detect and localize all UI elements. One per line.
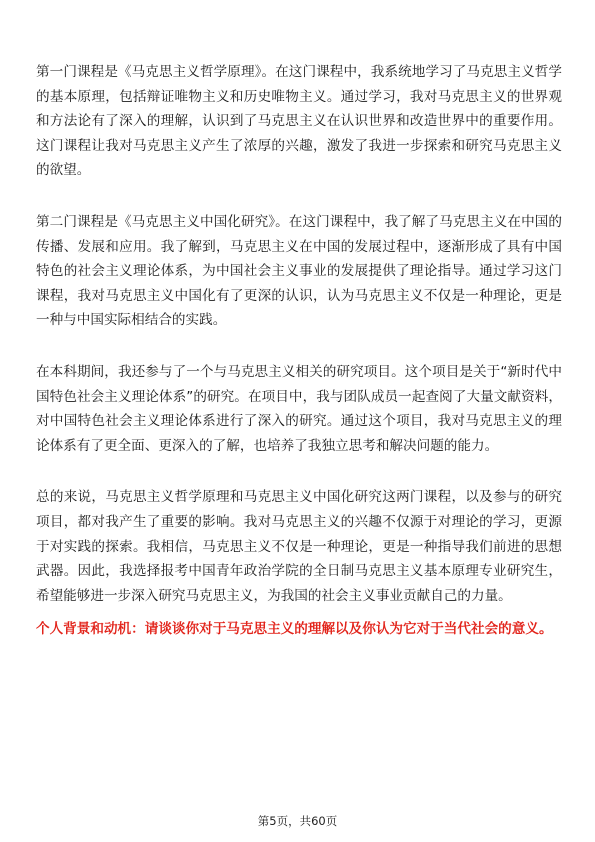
paragraph-summary: 总的来说，马克思主义哲学原理和马克思主义中国化研究这两门课程，以及参与的研究项目，都对我产生了重要的影响。我对马克思主义的兴趣不仅源于对理论的学习，更源于对实践的探索。我相信，马克思主义不仅是一种理论，更是一种指导我们前进的思想武器。因此，我选择报考中国青年政治学院的全日制马克思主义基本原理专业研究生，希望能够进一步深入研究马克思主义，为我国的社会主义事业贡献自己的力量。 <box>36 489 562 604</box>
question-heading: 个人背景和动机：请谈谈你对于马克思主义的理解以及你认为它对于当代社会的意义。 <box>36 621 553 638</box>
document-body <box>36 60 562 640</box>
page-number-footer: 第5页，共60页 <box>257 814 338 828</box>
paragraph-course-one: 第一门课程是《马克思主义哲学原理》。在这门课程中，我系统地学习了马克思主义哲学的基本原理，包括辩证唯物主义和历史唯物主义。通过学习，我对马克思主义的世界观和方法论有了深入的理解，认识到了马克思主义在认识世界和改造世界中的重要作用。这门课程让我对马克思主义产生了浓厚的兴趣，激发了我进一步探索和研究马克思主义的欲望。 <box>36 64 562 179</box>
paragraph-research-project: 在本科期间，我还参与了一个与马克思主义相关的研究项目。这个项目是关于“新时代中国特色社会主义理论体系”的研究。在项目中，我与团队成员一起查阅了大量文献资料，对中国特色社会主义理论体系进行了深入的研究。通过这个项目，我对马克思主义的理论体系有了更全面、更深入的了解，也培养了我独立思考和解决问题的能力。 <box>36 363 562 454</box>
paragraph-course-two: 第二门课程是《马克思主义中国化研究》。在这门课程中，我了解了马克思主义在中国的传播、发展和应用。我了解到，马克思主义在中国的发展过程中，逐渐形成了具有中国特色的社会主义理论体系，为中国社会主义事业的发展提供了理论指导。通过学习这门课程，我对马克思主义中国化有了更深的认识，认为马克思主义不仅是一种理论，更是一种与中国实际相结合的实践。 <box>36 213 562 329</box>
